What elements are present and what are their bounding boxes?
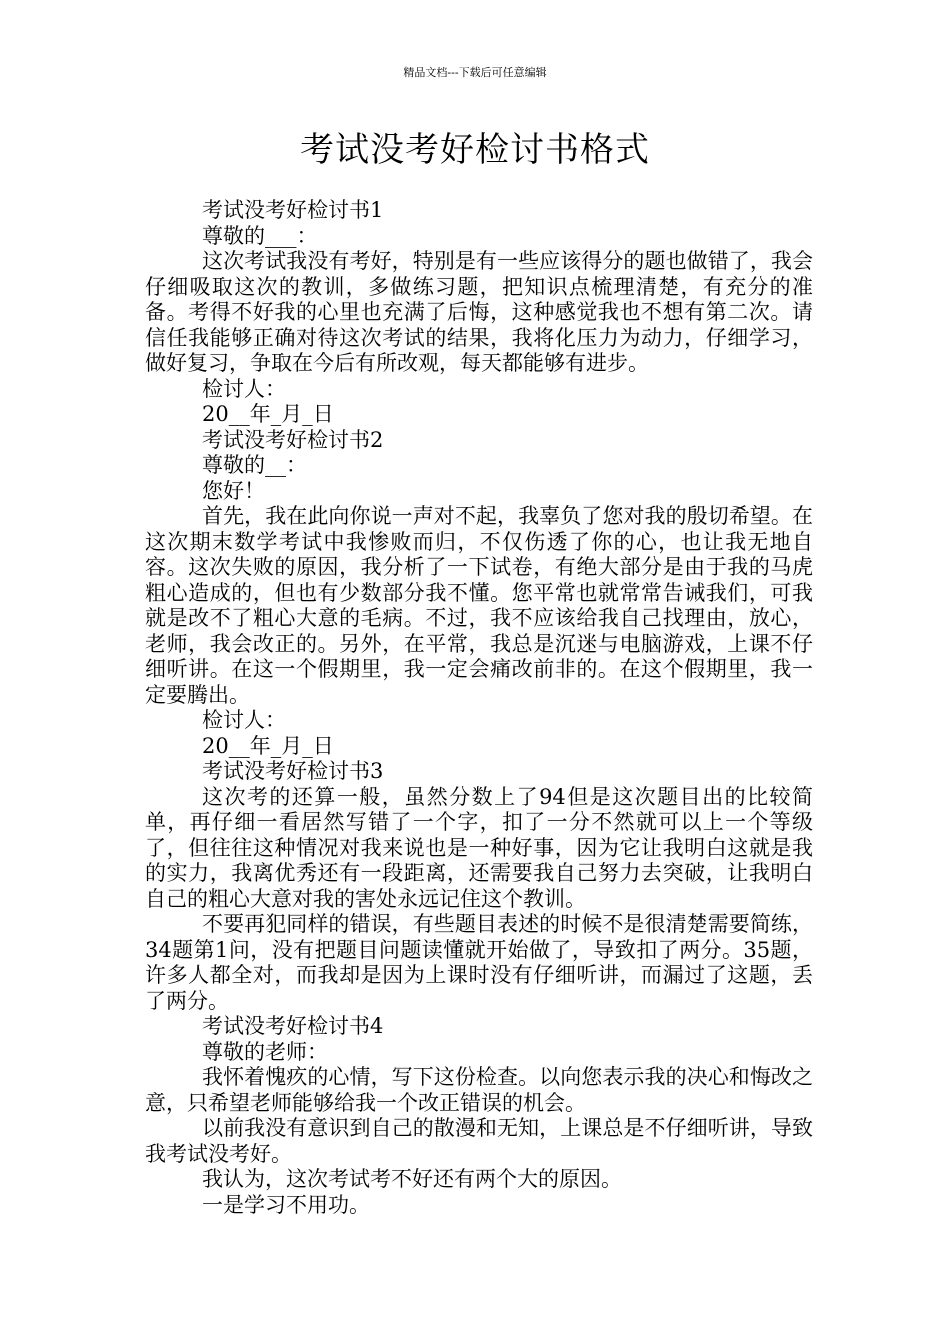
salutation: 尊敬的___： [202,223,318,248]
document-title: 考试没考好检讨书格式 [300,130,650,170]
header-note: 精品文档---下载后可任意编辑 [403,66,547,79]
signature-label: 检讨人： [202,376,286,401]
section-heading-2: 考试没考好检讨书2 [202,427,384,452]
paragraph: 这次考试我没有考好，特别是有一些应该得分的题也做错了，我会仔细吸取这次的教训，多做练习题，把知识点梳理清楚，有充分的准备。考得不好我的心里也充满了后悔，这种感觉我也不想有第二次。请信任我能够正确对待这次考试的结果，我将化压力为动力，仔细学习，做好复习，争取在今后有所改观，每天都能够有进步。 [145,249,813,375]
paragraph: 首先，我在此向你说一声对不起，我辜负了您对我的殷切希望。在这次期末数学考试中我惨败而归，不仅伤透了你的心，也让我无地自容。这次失败的原因，我分析了一下试卷，有绝大部分是由于我的马虎粗心造成的，但也有少数部分我不懂。您平常也就常常告诫我们，可我就是改不了粗心大意的毛病。不过，我不应该给我自己找理由，放心，老师，我会改正的。另外，在平常，我总是沉迷与电脑游戏，上课不仔细听讲。在这一个假期里，我一定会痛改前非的。在这个假期里，我一定要腾出。 [145,504,813,707]
paragraph: 这次考的还算一般，虽然分数上了94但是这次题目出的比较简单，再仔细一看居然写错了一个字，扣了一分不然就可以上一个等级了，但往往这种情况对我来说也是一种好事，因为它让我明白这就是我的实力，我离优秀还有一段距离，还需要我自己努力去突破，让我明白自己的粗心大意对我的害处永远记住这个教训。 [145,784,813,911]
greeting: 您好！ [202,478,265,503]
paragraph: 我认为，这次考试考不好还有两个大的原因。 [202,1167,622,1191]
date-line: 20__年_月_日 [202,733,334,758]
salutation: 尊敬的__： [202,453,307,477]
section-heading-4: 考试没考好检讨书4 [202,1014,384,1038]
paragraph: 不要再犯同样的错误，有些题目表述的时候不是很清楚需要简练，34题第1问，没有把题目问题读懂就开始做了，导致扣了两分。35题，许多人都全对，而我却是因为上课时没有仔细听讲，而漏过了这题，丢了两分。 [145,912,813,1013]
document-body [145,198,813,1218]
paragraph: 我怀着愧疚的心情，写下这份检查。以向您表示我的决心和悔改之意，只希望老师能够给我一个改正错误的机会。 [145,1065,813,1115]
signature-label: 检讨人： [202,708,286,732]
salutation: 尊敬的老师： [202,1039,328,1064]
date-line: 20__年_月_日 [202,402,334,426]
paragraph: 一是学习不用功。 [202,1192,370,1217]
section-heading-3: 考试没考好检讨书3 [202,759,384,783]
section-heading-1: 考试没考好检讨书1 [202,198,384,222]
paragraph: 以前我没有意识到自己的散漫和无知，上课总是不仔细听讲，导致我考试没考好。 [145,1116,813,1166]
